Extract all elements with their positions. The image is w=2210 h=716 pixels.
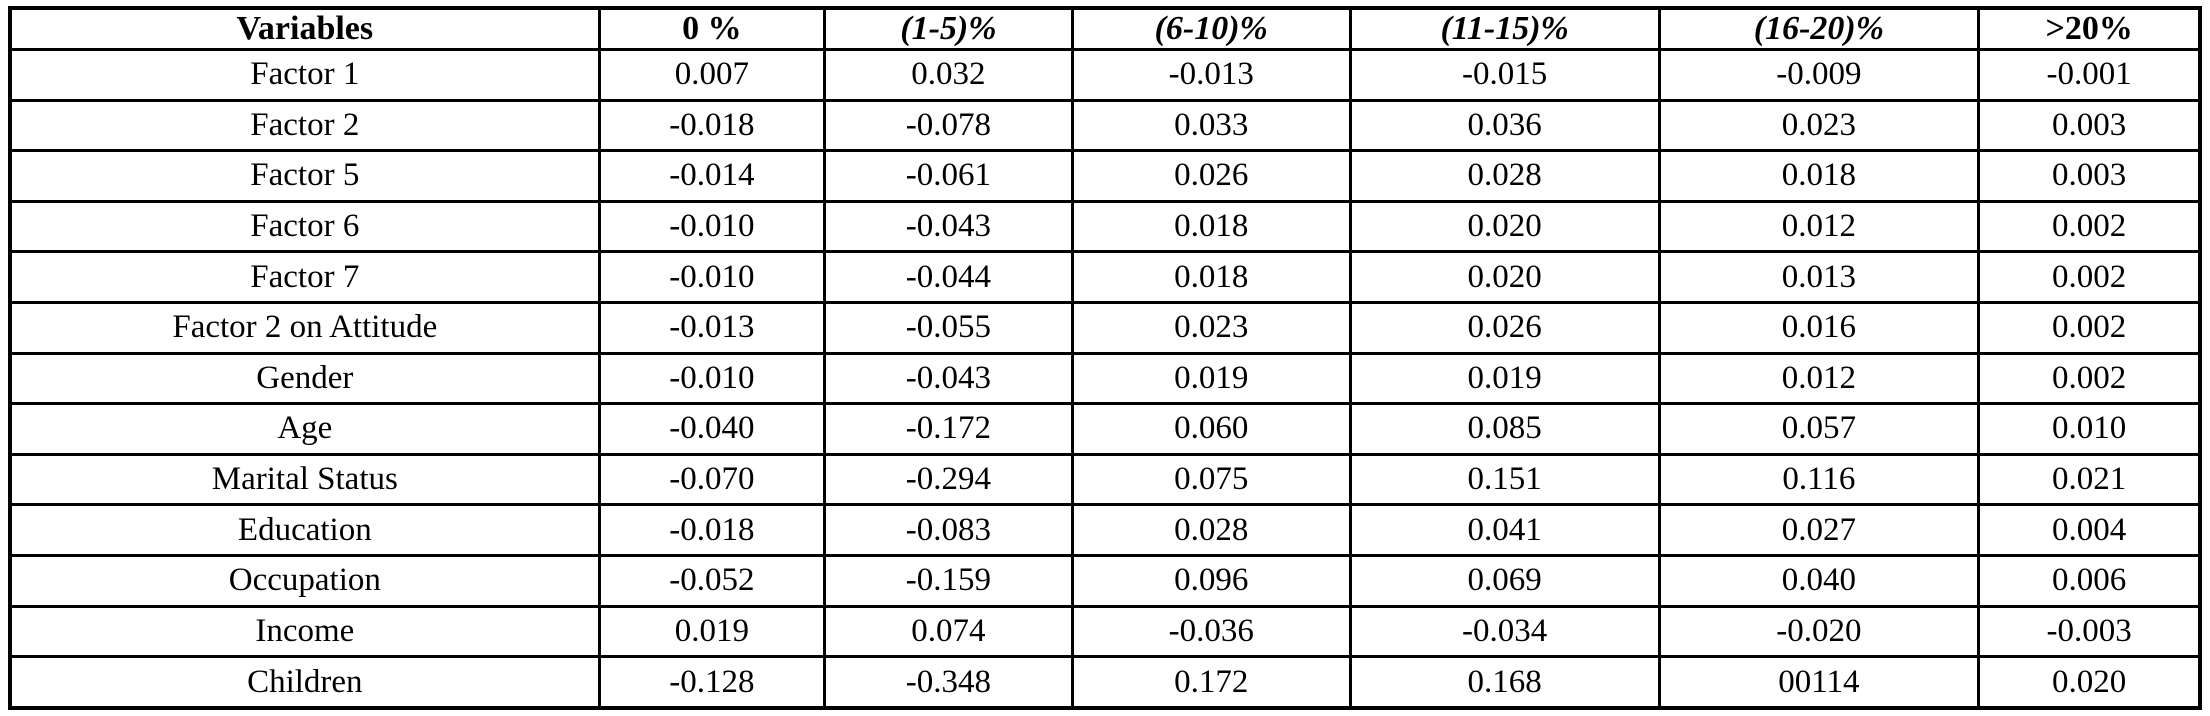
table-row <box>10 50 2200 101</box>
value-cell: -0.034 <box>1350 606 1659 657</box>
value-cell: 0.018 <box>1072 201 1350 252</box>
table-row <box>10 505 2200 556</box>
column-header: (16-20)% <box>1659 8 1979 50</box>
table-row <box>10 555 2200 606</box>
value-cell: -0.009 <box>1659 50 1979 101</box>
value-cell: 0.020 <box>1979 657 2200 708</box>
value-cell: 0.028 <box>1350 151 1659 202</box>
row-label: Children <box>10 657 599 708</box>
value-cell: 0.002 <box>1979 353 2200 404</box>
header-row <box>10 8 2200 50</box>
table-row <box>10 151 2200 202</box>
row-label: Income <box>10 606 599 657</box>
value-cell: -0.018 <box>599 505 825 556</box>
value-cell: -0.061 <box>825 151 1072 202</box>
value-cell: 0.041 <box>1350 505 1659 556</box>
table-row <box>10 252 2200 303</box>
value-cell: 0.010 <box>1979 404 2200 455</box>
table-row <box>10 606 2200 657</box>
row-label: Factor 2 on Attitude <box>10 302 599 353</box>
row-label: Factor 5 <box>10 151 599 202</box>
value-cell: 0.002 <box>1979 201 2200 252</box>
value-cell: -0.043 <box>825 353 1072 404</box>
value-cell: 0.003 <box>1979 100 2200 151</box>
value-cell: -0.001 <box>1979 50 2200 101</box>
value-cell: 0.016 <box>1659 302 1979 353</box>
value-cell: -0.020 <box>1659 606 1979 657</box>
column-header: (1-5)% <box>825 8 1072 50</box>
value-cell: -0.052 <box>599 555 825 606</box>
value-cell: -0.013 <box>1072 50 1350 101</box>
value-cell: 0.013 <box>1659 252 1979 303</box>
value-cell: 00114 <box>1659 657 1979 708</box>
value-cell: 0.026 <box>1072 151 1350 202</box>
value-cell: -0.043 <box>825 201 1072 252</box>
value-cell: -0.018 <box>599 100 825 151</box>
value-cell: 0.012 <box>1659 353 1979 404</box>
table-header <box>10 8 2200 50</box>
value-cell: 0.002 <box>1979 252 2200 303</box>
table-row <box>10 404 2200 455</box>
value-cell: -0.172 <box>825 404 1072 455</box>
value-cell: -0.040 <box>599 404 825 455</box>
table-body <box>10 50 2200 709</box>
value-cell: -0.348 <box>825 657 1072 708</box>
value-cell: 0.151 <box>1350 454 1659 505</box>
value-cell: 0.003 <box>1979 151 2200 202</box>
column-header: Variables <box>10 8 599 50</box>
column-header: (11-15)% <box>1350 8 1659 50</box>
value-cell: -0.070 <box>599 454 825 505</box>
value-cell: -0.294 <box>825 454 1072 505</box>
value-cell: 0.023 <box>1659 100 1979 151</box>
value-cell: 0.033 <box>1072 100 1350 151</box>
value-cell: -0.055 <box>825 302 1072 353</box>
value-cell: 0.168 <box>1350 657 1659 708</box>
table-row <box>10 100 2200 151</box>
value-cell: 0.018 <box>1072 252 1350 303</box>
value-cell: -0.010 <box>599 201 825 252</box>
value-cell: 0.018 <box>1659 151 1979 202</box>
value-cell: -0.010 <box>599 353 825 404</box>
value-cell: 0.004 <box>1979 505 2200 556</box>
value-cell: -0.044 <box>825 252 1072 303</box>
table-row <box>10 657 2200 708</box>
value-cell: 0.019 <box>599 606 825 657</box>
column-header: (6-10)% <box>1072 8 1350 50</box>
value-cell: 0.032 <box>825 50 1072 101</box>
value-cell: 0.069 <box>1350 555 1659 606</box>
value-cell: 0.027 <box>1659 505 1979 556</box>
value-cell: 0.019 <box>1350 353 1659 404</box>
row-label: Factor 1 <box>10 50 599 101</box>
marginal-effects-table <box>8 6 2202 710</box>
value-cell: -0.014 <box>599 151 825 202</box>
row-label: Occupation <box>10 555 599 606</box>
value-cell: 0.085 <box>1350 404 1659 455</box>
value-cell: -0.159 <box>825 555 1072 606</box>
value-cell: -0.078 <box>825 100 1072 151</box>
value-cell: -0.010 <box>599 252 825 303</box>
value-cell: 0.172 <box>1072 657 1350 708</box>
value-cell: 0.002 <box>1979 302 2200 353</box>
value-cell: -0.015 <box>1350 50 1659 101</box>
column-header: >20% <box>1979 8 2200 50</box>
value-cell: 0.020 <box>1350 252 1659 303</box>
value-cell: 0.060 <box>1072 404 1350 455</box>
row-label: Factor 2 <box>10 100 599 151</box>
value-cell: -0.013 <box>599 302 825 353</box>
value-cell: -0.128 <box>599 657 825 708</box>
value-cell: 0.006 <box>1979 555 2200 606</box>
row-label: Gender <box>10 353 599 404</box>
table-row <box>10 302 2200 353</box>
table-row <box>10 201 2200 252</box>
value-cell: -0.083 <box>825 505 1072 556</box>
value-cell: 0.075 <box>1072 454 1350 505</box>
value-cell: 0.020 <box>1350 201 1659 252</box>
value-cell: 0.036 <box>1350 100 1659 151</box>
value-cell: 0.019 <box>1072 353 1350 404</box>
value-cell: 0.057 <box>1659 404 1979 455</box>
value-cell: 0.096 <box>1072 555 1350 606</box>
row-label: Factor 6 <box>10 201 599 252</box>
row-label: Factor 7 <box>10 252 599 303</box>
value-cell: 0.026 <box>1350 302 1659 353</box>
value-cell: 0.074 <box>825 606 1072 657</box>
value-cell: 0.116 <box>1659 454 1979 505</box>
value-cell: 0.021 <box>1979 454 2200 505</box>
column-header: 0 % <box>599 8 825 50</box>
row-label: Marital Status <box>10 454 599 505</box>
table-row <box>10 454 2200 505</box>
value-cell: -0.003 <box>1979 606 2200 657</box>
row-label: Education <box>10 505 599 556</box>
value-cell: 0.028 <box>1072 505 1350 556</box>
value-cell: 0.012 <box>1659 201 1979 252</box>
value-cell: 0.007 <box>599 50 825 101</box>
row-label: Age <box>10 404 599 455</box>
table-row <box>10 353 2200 404</box>
value-cell: 0.040 <box>1659 555 1979 606</box>
value-cell: -0.036 <box>1072 606 1350 657</box>
value-cell: 0.023 <box>1072 302 1350 353</box>
